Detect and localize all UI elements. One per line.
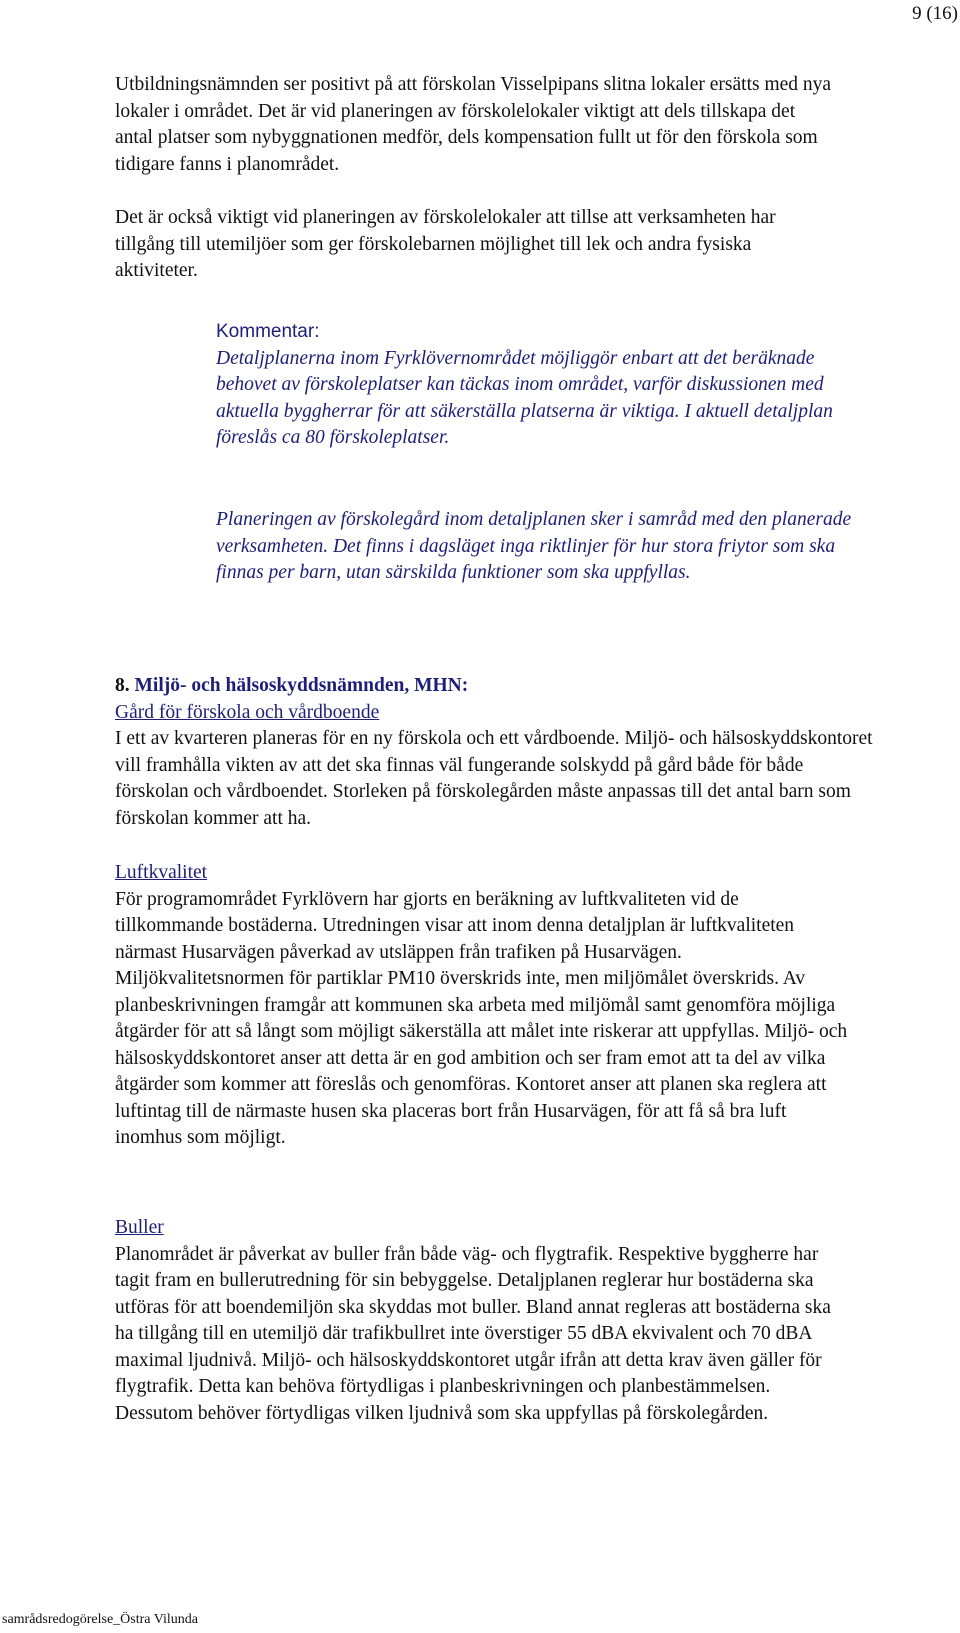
section-number: 8. <box>115 675 130 696</box>
intro-text-1: Utbildningsnämnden ser positivt på att förskolan Visselpipans slitna lokaler ersätts med nya lokaler i området. Det är vid planeringen av förskolelokaler viktigt att dels tillskapa det antal platser som nybyggnationen medför, dels kompensation fullt ut för den förskola som tidigare fanns i planområdet. <box>115 74 832 175</box>
section-luftkvalitet <box>115 860 850 1152</box>
comment-paragraph-2: Planeringen av förskolegård inom detaljplanen sker i samråd med den planerade verksamheten. Det finns i dagsläget inga riktlinjer för hur stora friytor som ska finnas per barn, utan särskilda funktioner som ska uppfyllas. <box>216 509 852 583</box>
intro-paragraph-1 <box>115 72 835 178</box>
subheading-gard: Gård för förskola och vårdboende <box>115 701 380 723</box>
text-luftkvalitet: För programområdet Fyrklövern har gjorts en beräkning av luftkvaliteten vid de tillkommande bostäderna. Utredningen visar att inom denna detaljplan är luftkvaliteten närmast Husarvägen påverkad av utsläppen från trafiken på Husarvägen. Miljökvalitetsnormen för partiklar PM10 överskrids inte, men miljömålet överskrids. Av planbeskrivningen framgår att kommunen ska arbeta med miljömål samt genomföra möjliga åtgärder för att så långt som möjligt säkerställa att målet inte riskerar att uppfyllas. Miljö- och hälsoskyddskontoret anser att detta är en god ambition och ser fram emot att ta del av vilka åtgärder som kommer att föreslås och genomföras. Kontoret anser att planen ska reglera att luftintag till de närmaste husen ska placeras bort från Husarvägen, för att få så bra luft inomhus som möjligt. <box>115 888 848 1148</box>
comment-paragraph-1: Detaljplanerna inom Fyrklövernområdet möjliggör enbart att det beräknade behovet av förskoleplatser kan täckas inom området, varför diskussionen med aktuella byggherrar för att säkerställa platserna är viktiga. I aktuell detaljplan föreslås ca 80 förskoleplatser. <box>216 347 833 448</box>
text-buller: Planområdet är påverkat av buller från både väg- och flygtrafik. Respektive byggherre har tagit fram en bullerutredning för sin bebyggelse. Detaljplanen reglerar hur bostäderna ska utföras för att boendemiljön ska skyddas mot buller. Bland annat regleras att bostäderna ska ha tillgång till en utemiljö där trafikbullret inte överstiger 55 dBA ekvivalent och 70 dBA maximal ljudnivå. Miljö- och hälsoskyddskontoret utgår ifrån att detta krav även gäller för flygtrafik. Detta kan behöva förtydligas i planbeskrivningen och planbestämmelsen. Dessutom behöver förtydligas vilken ljudnivå som ska uppfyllas på förskolegården. <box>115 1243 831 1424</box>
comment-block <box>216 319 876 452</box>
subheading-buller: Buller <box>115 1217 164 1238</box>
section-8 <box>115 673 875 832</box>
footer: samrådsredogörelse_Östra Vilunda <box>2 1612 199 1627</box>
intro-text-2: Det är också viktigt vid planeringen av förskolelokaler att tillse att verksamheten har tillgång till utemiljöer som ger förskolebarnen möjlighet till lek och andra fysiska aktiviteter. <box>115 207 776 281</box>
section-title: Miljö- och hälsoskyddsnämnden, MHN: <box>134 675 469 696</box>
comment-label: Kommentar: <box>216 321 320 342</box>
intro-paragraph-2 <box>115 205 805 285</box>
section-heading <box>115 673 875 700</box>
subheading-luftkvalitet: Luftkvalitet <box>115 862 208 883</box>
page-number: 9 (16) <box>912 3 958 24</box>
comment-block-2 <box>216 507 876 587</box>
text-gard: I ett av kvarteren planeras för en ny förskola och ett vårdboende. Miljö- och hälsoskyddskontoret vill framhålla vikten av att det ska finnas väl fungerande solskydd på gård både för både förskolan och vårdboendet. Storleken på förskolegården måste anpassas till det antal barn som förskolan kommer att ha. <box>115 728 873 829</box>
section-buller <box>115 1215 850 1427</box>
